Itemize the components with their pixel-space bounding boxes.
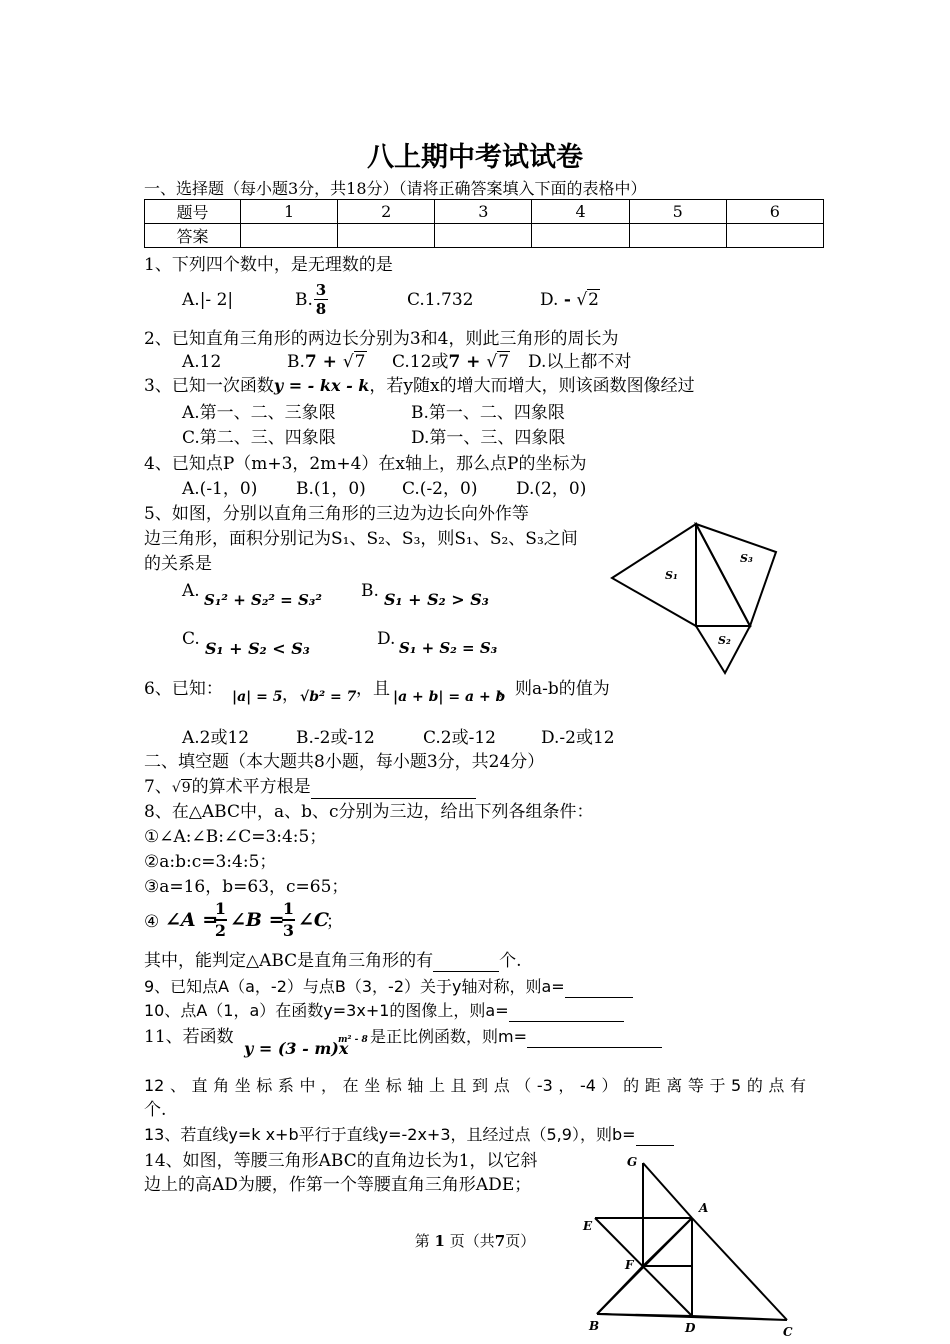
q1-b-numerator: 3 — [315, 281, 327, 299]
q2-b-expr: 7 + — [304, 352, 343, 372]
q7-pre: 7、 — [144, 777, 172, 797]
q9-answer-blank[interactable] — [565, 979, 633, 998]
table-header-number: 题号 — [145, 200, 241, 224]
q3-stem-expr: y = - kx - k — [273, 376, 370, 395]
q8-end — [144, 950, 522, 972]
answer-table — [144, 199, 824, 248]
q6-option-c: C.2或-12 — [423, 728, 496, 748]
table-cell: 5 — [629, 200, 726, 224]
q9-text: 9、已知点A（a，-2）与点B（3，-2）关于y轴对称，则a= — [144, 977, 565, 996]
q2-c-label: C.12或 — [392, 352, 449, 372]
q11-pre: 11、若函数 — [144, 1027, 234, 1047]
s1-triangle — [612, 524, 696, 626]
q8-c4-fraction-2 — [282, 899, 295, 941]
q5-c-label: C. — [182, 629, 200, 649]
segment-ga — [643, 1163, 692, 1218]
s3-label: S₃ — [740, 552, 753, 565]
q8-c4-angle-c: ∠C — [298, 909, 330, 931]
footer-pre: 第 — [414, 1232, 430, 1250]
q5-d-label: D. — [377, 629, 396, 649]
label-a: A — [699, 1201, 709, 1215]
section-1-header: 一、选择题（每小题3分，共18分）（请将正确答案填入下面的表格中） — [144, 179, 647, 198]
q5-b-expr: S₁ + S₂ > S₃ — [384, 590, 489, 609]
answer-cell[interactable] — [629, 224, 726, 248]
q3-stem — [144, 375, 695, 397]
q4-option-b: B.(1，0) — [296, 479, 366, 499]
label-c: C — [783, 1325, 793, 1339]
q14-line-1: 14、如图，等腰三角形ABC的直角边长为1，以它斜 — [144, 1151, 538, 1171]
footer-total-pages: 7 — [494, 1232, 506, 1250]
q8-stem: 8、在△ABC中，a、b、c分别为三边，给出下列各组条件： — [144, 802, 594, 822]
q4-option-c: C.(-2，0) — [402, 479, 478, 499]
q6-expr-2-root: √b² — [300, 689, 326, 705]
q8-condition-3: ③a=16，b=63，c=65； — [144, 877, 349, 897]
q8-answer-blank[interactable] — [433, 953, 499, 972]
q6-expr-2 — [300, 689, 356, 705]
q6-option-d: D.-2或12 — [541, 728, 615, 748]
q2-c-expr: 7 + — [448, 352, 487, 372]
q7-answer-blank[interactable] — [311, 780, 476, 799]
sqrt-icon: √ — [342, 352, 354, 372]
q12-line-1: 12、直角坐标系中，在坐标轴上且到点（-3，-4）的距离等于5的点有 — [144, 1076, 806, 1095]
q6-expr-2-value: = 7 — [325, 689, 357, 705]
q1-option-c: C.1.732 — [407, 290, 474, 310]
q6-stem-post: ，则a-b的值为 — [498, 679, 610, 699]
q5-b-label: B. — [361, 581, 379, 601]
q8-condition-2: ②a:b:c=3:4:5； — [144, 852, 277, 872]
table-header-answer: 答案 — [145, 224, 241, 248]
q8-c4-pre: ④ — [144, 912, 160, 932]
q1-b-fraction — [314, 281, 328, 318]
label-b: B — [589, 1319, 600, 1333]
q2-option-d: D.以上都不对 — [528, 352, 632, 372]
q7-radicand: 9 — [181, 780, 191, 796]
q8-c4-f2-numerator: 1 — [282, 899, 295, 921]
sqrt-icon: √ — [576, 290, 588, 310]
label-g: G — [627, 1155, 638, 1169]
q1-d-sign: - — [563, 290, 571, 310]
q13-answer-blank[interactable] — [636, 1127, 674, 1146]
table-cell: 1 — [241, 200, 338, 224]
q2-option-b — [287, 351, 367, 373]
q2-b-radicand: 7 — [354, 352, 366, 372]
s3-triangle — [696, 524, 776, 626]
q8-c4-angle-b: ∠B = — [230, 909, 285, 931]
q3-option-b: B.第一、二、四象限 — [411, 403, 565, 423]
q3-stem-post: ，若y随x的增大而增大，则该函数图像经过 — [369, 376, 695, 396]
q1-option-b — [295, 289, 313, 311]
answer-cell[interactable] — [338, 224, 435, 248]
q8-c4-angle-a: ∠A = — [165, 909, 219, 931]
q6-option-b: B.-2或-12 — [296, 728, 375, 748]
q8-c4-f2-denominator: 3 — [282, 921, 295, 940]
q1-b-label: B. — [295, 290, 313, 310]
q1-a-label: A. — [182, 290, 200, 310]
q8-c4-f1-denominator: 2 — [214, 921, 227, 940]
q2-b-label: B. — [287, 352, 305, 372]
q11-exponent: m² - 8 — [338, 1035, 368, 1045]
table-row — [145, 224, 824, 248]
q3-option-d: D.第一、三、四象限 — [411, 428, 566, 448]
table-cell: 4 — [532, 200, 629, 224]
q11-post — [370, 1026, 662, 1048]
q5-d-expr: S₁ + S₂ = S₃ — [399, 639, 498, 657]
q8-end-post: 个. — [499, 951, 522, 971]
s1-label: S₁ — [665, 569, 678, 582]
q1-b-denominator: 8 — [315, 300, 327, 318]
q11-answer-blank[interactable] — [527, 1029, 662, 1048]
sqrt-icon: √ — [486, 352, 498, 372]
q2-option-c — [392, 351, 510, 373]
q8-c4-fraction-1 — [214, 899, 227, 941]
q8-condition-1: ①∠A:∠B:∠C=3:4:5； — [144, 827, 327, 847]
table-cell: 6 — [726, 200, 823, 224]
q4-option-a: A.(-1，0) — [182, 479, 258, 499]
q8-end-pre: 其中，能判定△ABC是直角三角形的有 — [144, 951, 434, 971]
q1-stem: 1、下列四个数中，是无理数的是 — [144, 255, 393, 275]
answer-cell[interactable] — [726, 224, 823, 248]
q1-option-a — [182, 289, 233, 311]
q2-stem: 2、已知直角三角形的两边长分别为3和4，则此三角形的周长为 — [144, 329, 619, 349]
q6-expr-1: |a| = 5 — [232, 689, 283, 705]
section-2-header: 二、填空题（本大题共8小题，每小题3分，共24分） — [144, 752, 545, 772]
q6-option-a: A.2或12 — [182, 728, 250, 748]
q2-c-radicand: 7 — [498, 352, 510, 372]
answer-cell[interactable] — [435, 224, 532, 248]
q13 — [144, 1124, 674, 1146]
q10-answer-blank[interactable] — [509, 1003, 624, 1022]
q1-d-radicand: 2 — [588, 290, 599, 310]
q1-option-d — [540, 289, 600, 311]
page-footer — [0, 1230, 950, 1251]
sqrt-icon: √ — [171, 780, 181, 796]
q11-expr: y = (3 - m)x — [244, 1039, 349, 1058]
q5-c-expr: S₁ + S₂ < S₃ — [205, 639, 310, 658]
q5-a-expr: S₁² + S₂² = S₃² — [204, 591, 322, 609]
q2-option-a: A.12 — [182, 352, 222, 372]
q4-stem: 4、已知点P（m+3，2m+4）在x轴上，那么点P的坐标为 — [144, 454, 587, 474]
page-title: 八上期中考试试卷 — [367, 142, 583, 173]
q5-line-3: 的关系是 — [144, 554, 212, 574]
q4-option-d: D.(2，0) — [516, 479, 587, 499]
q8-c4-f1-numerator: 1 — [214, 899, 227, 921]
label-e: E — [583, 1219, 593, 1233]
q10-text: 10、点A（1，a）在函数y=3x+1的图像上，则a= — [144, 1001, 509, 1020]
q1-d-label: D. — [540, 290, 559, 310]
footer-mid: 页（共 — [449, 1232, 495, 1250]
q13-text: 13、若直线y=k x+b平行于直线y=-2x+3，且经过点（5,9），则b= — [144, 1125, 636, 1144]
q3-option-a: A.第一、二、三象限 — [182, 403, 336, 423]
q6-expr-3: |a + b| = a + b — [393, 689, 506, 705]
q12-line-2: 个. — [144, 1100, 167, 1120]
q10 — [144, 1000, 624, 1022]
q3-option-c: C.第二、三、四象限 — [182, 428, 336, 448]
q8-c4-post: ； — [326, 912, 343, 932]
q1-a-expr: |- 2| — [199, 290, 234, 310]
footer-page-number: 1 — [434, 1232, 445, 1250]
q14-line-2: 边上的高AD为腰，作第一个等腰直角三角形ADE； — [144, 1175, 532, 1195]
q7 — [144, 776, 476, 799]
q9 — [144, 976, 633, 998]
q7-post: 的算术平方根是 — [191, 777, 311, 797]
table-cell: 2 — [338, 200, 435, 224]
q3-stem-pre: 3、已知一次函数 — [144, 376, 274, 396]
q6-stem-pre: 6、已知： — [144, 679, 223, 699]
q6-sep-1: ， — [282, 685, 299, 705]
answer-cell[interactable] — [241, 224, 338, 248]
label-f: F — [625, 1258, 634, 1272]
q5-a-label: A. — [182, 581, 200, 601]
q5-triangle-figure — [605, 520, 785, 676]
q5-line-2: 边三角形，面积分别记为S₁、S₂、S₃，则S₁、S₂、S₃之间 — [144, 529, 578, 549]
q11-post-text: 是正比例函数，则m= — [370, 1027, 527, 1046]
footer-post: 页） — [505, 1232, 536, 1250]
table-cell: 3 — [435, 200, 532, 224]
answer-cell[interactable] — [532, 224, 629, 248]
q6-sep-2: ，且 — [356, 679, 390, 699]
label-d: D — [685, 1321, 696, 1335]
segment-fb — [597, 1266, 643, 1314]
s2-label: S₂ — [718, 634, 731, 647]
table-row — [145, 200, 824, 224]
q5-line-1: 5、如图，分别以直角三角形的三边为边长向外作等 — [144, 504, 529, 524]
